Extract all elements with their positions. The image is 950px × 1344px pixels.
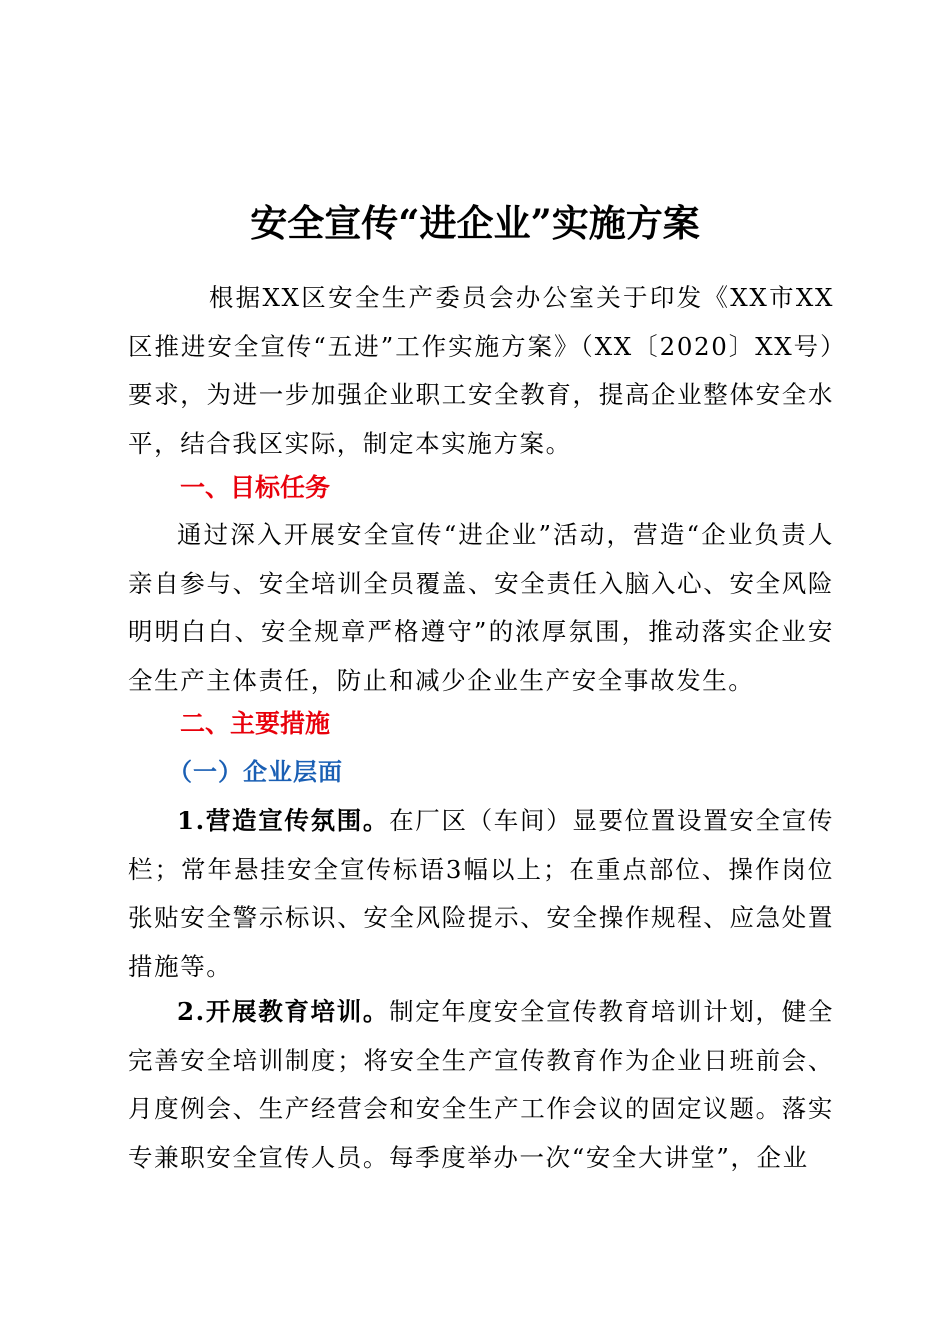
subsection-heading-enterprise: （一）企业层面 <box>168 757 343 786</box>
intro-paragraph: 根据XX区安全生产委员会办公室关于印发《XX市XX区推进安全宣传“五进”工作实施方案》（XX〔2020〕XX号）要求，为进一步加强企业职工安全教育，提高企业整体安全水平，结合我区实际，制定本实施方案。 <box>128 283 834 458</box>
document-title: 安全宣传“进企业”实施方案 <box>250 201 700 245</box>
measure-item-2-text: 制定年度安全宣传教育培训计划，健全完善安全培训制度；将安全生产宣传教育作为企业日班前会、月度例会、生产经营会和安全生产工作会议的固定议题。落实专兼职安全宣传人员。每季度举办一次“安全大讲堂”，企业 <box>128 997 835 1172</box>
measure-item-1 <box>128 797 834 991</box>
measure-item-1-text: 在厂区（车间）显要位置设置安全宣传栏；常年悬挂安全宣传标语3幅以上；在重点部位、操作岗位张贴安全警示标识、安全风险提示、安全操作规程、应急处置措施等。 <box>128 806 835 981</box>
section-heading-measures: 二、主要措施 <box>180 709 331 738</box>
measure-item-2 <box>128 988 834 1182</box>
goals-paragraph: 通过深入开展安全宣传“进企业”活动，营造“企业负责人亲自参与、安全培训全员覆盖、安全责任入脑入心、安全风险明明白白、安全规章严格遵守”的浓厚氛围，推动落实企业安全生产主体责任，防止和减少企业生产安全事故发生。 <box>128 520 834 695</box>
section-heading-goals: 一、目标任务 <box>180 473 331 502</box>
measure-item-2-lead: 2.开展教育培训。 <box>177 997 390 1026</box>
measure-item-1-lead: 1.营造宣传氛围。 <box>177 806 390 835</box>
